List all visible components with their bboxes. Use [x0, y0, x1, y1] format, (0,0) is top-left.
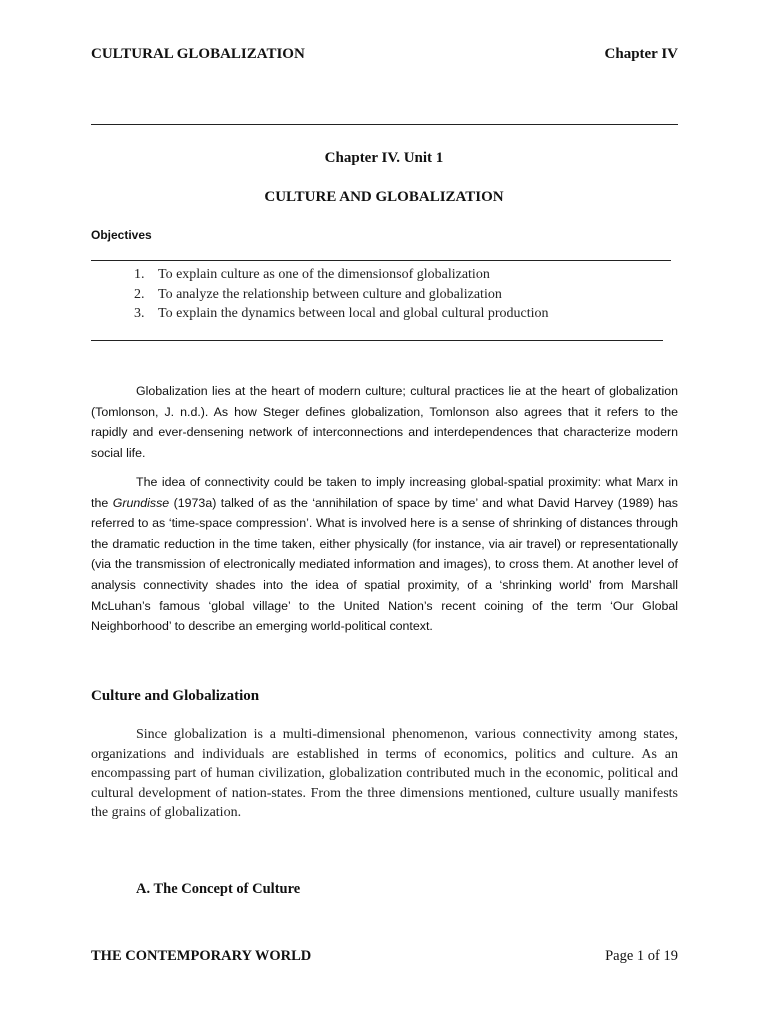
objective-number: 2.: [134, 286, 145, 302]
objective-item: [134, 265, 549, 285]
paragraph-text-start: The idea of connectivity could be taken to imply increasing global-spatial proximity: what Marx in the: [91, 475, 678, 510]
sub-heading: A. The Concept of Culture: [136, 881, 301, 897]
header-title: CULTURAL GLOBALIZATION: [91, 46, 305, 62]
objective-text: To explain the dynamics between local and global cultural production: [158, 306, 549, 321]
intro-paragraph-2: [91, 472, 678, 637]
footer-course-title: THE CONTEMPORARY WORLD: [91, 948, 312, 964]
paragraph-text: [91, 472, 678, 637]
paragraph-text: Globalization lies at the heart of modern culture; cultural practices lie at the heart of globalization (Tomlonson, J. n.d.). As how Steger defines globalization, Tomlonson also agrees that it refers to the rapidly and ever-densening network of interconnections and interdependences that characterize modern social life.: [91, 384, 678, 460]
objective-item: [134, 285, 549, 305]
objective-number: 1.: [134, 267, 145, 282]
objective-item: [134, 304, 549, 324]
section-heading: Culture and Globalization: [91, 688, 260, 704]
objectives-label: Objectives: [91, 228, 152, 242]
intro-paragraph-1: [91, 381, 678, 463]
paragraph-text-end: (1973a) talked of as the ‘annihilation of space by time’ and what David Harvey (1989) has referred to as ‘time-space compression’. What is involved here is a sense of shrinking of distances through the dramatic reduction in the time taken, either physically (for instance, via air travel) or representationally (via the transmission of electronically mediated information and images), to cross them. At another level of analysis connectivity shades into the idea of spatial proximity, of a ‘shrinking world’ from Marshall McLuhan’s famous ‘global village’ to the United Nation’s recent coining of the term ‘Our Global Neighborhood’ to describe an emerging world-political context.: [91, 495, 678, 634]
page-header: [91, 46, 678, 63]
objective-text: To explain culture as one of the dimensionsof globalization: [158, 267, 490, 282]
page-footer: [91, 948, 678, 965]
unit-title: Chapter IV. Unit 1: [324, 150, 444, 166]
objective-number: 3.: [134, 306, 145, 321]
header-chapter: Chapter IV: [604, 46, 678, 62]
section-paragraph: Since globalization is a multi-dimensional phenomenon, various connectivity among states, organizations and individuals are established in terms of economics, politics and culture. As an encompassing part of human civilization, globalization contributed much in the economic, political and cultural development of nation-states. From the three dimensions mentioned, culture usually manifests the grains of globalization.: [91, 727, 678, 821]
objectives-top-divider: [91, 260, 671, 261]
page-number: Page 1 of 19: [605, 948, 678, 964]
objectives-list: [134, 265, 549, 324]
objective-text: To analyze the relationship between culture and globalization: [158, 286, 502, 302]
grundisse-title: Grundisse: [112, 495, 170, 510]
main-title: CULTURE AND GLOBALIZATION: [264, 189, 504, 205]
header-divider: [91, 124, 678, 125]
objectives-bottom-divider: [91, 340, 663, 341]
